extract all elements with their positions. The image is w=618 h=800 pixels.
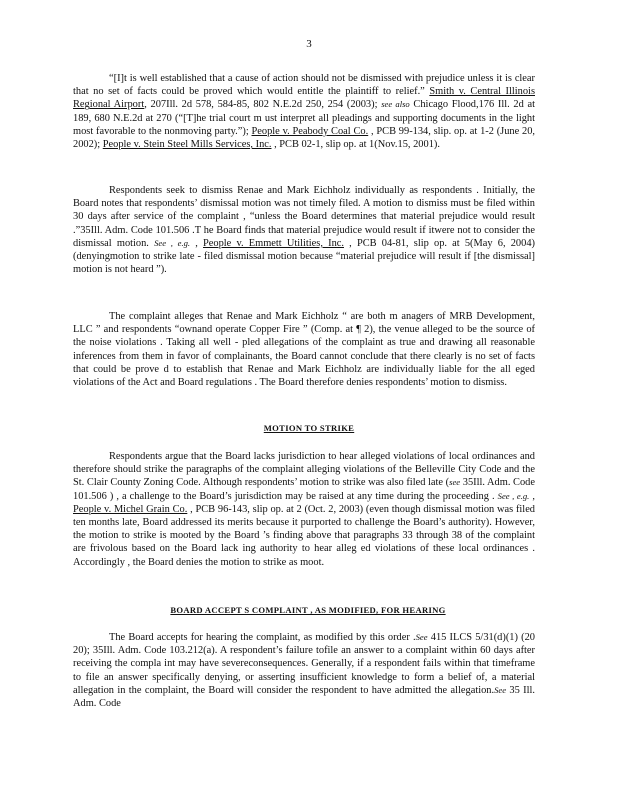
- citation-text: Chicago Flood,176 Ill. 2d at 189, 680 N.E.2d at 270 (“[T]he trial court m ust interpret all pleadings and supporting documents in the light most favorable to the nonmoving party.”);: [73, 99, 535, 137]
- section-heading-motion-to-strike: MOTION TO STRIKE: [263, 423, 355, 433]
- body-text: , PCB 96-143, slip op. at 2 (Oct. 2, 2003) (even though dismissal motion was filed ten months late, Board addressed its merits because it purported to challenge the Board’s authority). However, the motion to strike is mooted by the Board ’s finding above that paragraphs 33 through 38 of the complaint are frivolous based on the Board lack ing authority to hear alleg ed violations of these local ordinances . Accordingly , the Board denies the motion to strike as moot.: [73, 503, 535, 568]
- body-text: 415 ILCS 5/31(d)(1) (20 20); 35Ill. Adm. Code 103.212(a). A respondent’s failure tofile an answer to a complaint within 60 days after receiving the compla int may have severeconsequences. Generally, if a respondent fails within that timeframe to file an answer specifically denying, or asserting insufficient knowledge to form a belief of, a material allegation in the complaint, the Board will consider the respondent to have admitted the allegation.: [73, 632, 535, 696]
- paragraph-pleading-standard: [73, 72, 535, 151]
- body-text: ,: [190, 237, 204, 249]
- citation-text: , PCB 02-1, slip op. at 1(Nov.15, 2001).: [271, 139, 440, 151]
- citation-text: , PCB 99-134, slip. op. at 1-2 (June 20, 2002);: [73, 125, 535, 151]
- signal-see: See: [494, 684, 507, 695]
- signal-see: see: [449, 477, 461, 488]
- paragraph-untimely-motion: [73, 184, 535, 276]
- section-heading-accepts-complaint: BOARD ACCEPT S COMPLAINT , AS MODIFIED, FOR HEARING: [170, 605, 446, 615]
- body-text: Respondents argue that the Board lacks jurisdiction to hear alleged violations of local ordinances and therefore should strike the paragraphs of the complaint alleging violations of the Belleville City Code and the St. Clair County Zoning Code. Although respondents’ motion to strike was also filed late (: [73, 451, 535, 489]
- citation-text: , 207Ill. 2d 578, 584-85, 802 N.E.2d 250, 254 (2003);: [144, 99, 378, 111]
- body-text: ,: [529, 490, 535, 502]
- case-citation: People v. Emmett Utilities, Inc.: [203, 237, 344, 249]
- body-text: , PCB 04-81, slip op. at 5(May 6, 2004) (denyingmotion to strike late - filed dismissal motion because “material prejudice will result if [the dismissal] motion is not heard ”).: [73, 237, 535, 276]
- signal-see-eg: See , e.g.: [154, 237, 191, 248]
- paragraph-individual-liability: [73, 310, 535, 389]
- paragraph-motion-to-strike: [73, 450, 535, 569]
- case-citation: People v. Peabody Coal Co.: [251, 125, 369, 137]
- body-text: The Board accepts for hearing the complaint, as modified by this order .: [109, 632, 416, 643]
- signal-see: See: [415, 632, 428, 642]
- case-citation: People v. Michel Grain Co.: [73, 503, 188, 515]
- body-text: 35 Ill. Adm. Code: [73, 684, 535, 710]
- page-number: 3: [306, 38, 312, 50]
- body-text: 35Ill. Adm. Code 101.506 ) , a challenge to the Board’s jurisdiction may be raised at any time during the proceeding .: [73, 477, 535, 502]
- paragraph-accepts-for-hearing: [73, 631, 535, 710]
- signal-see-also: see also: [381, 99, 410, 110]
- body-text: Respondents seek to dismiss Renae and Mark Eichholz individually as respondents . Initially, the Board notes that respondents’ dismissal motion was not timely filed. A motion to dismiss must be filed within 30 days after service of the complaint , “unless the Board determines that material prejudice would result .”35Ill. Adm. Code 101.506 .T he Board finds that material prejudice would result if itwere not to consider the dismissal motion.: [73, 185, 535, 249]
- quote-text: “[I]t is well established that a cause of action should not be dismissed with prejudice unless it is clear that no set of facts could be proved which would entitle the plaintiff to relief.”: [73, 73, 535, 98]
- case-citation: Smith v. Central Illinois Regional Airport: [73, 86, 535, 111]
- signal-see-eg: See , e.g.: [497, 490, 530, 501]
- body-text: The complaint alleges that Renae and Mark Eichholz “ are both m anagers of MRB Development, LLC ” and respondents “ownand operate Copper Fire ” (Comp. at ¶ 2), the venue alleged to be the source of the noise violations . Taking all well - pled allegations of the complaint as true and drawing all reasonable inferences from them in favor of complainants, the Board cannot conclude that there clearly is no set of facts that could be prove d to establish that Renae and Mark Eichholz are individually liable for the all eged violations of the Act and Board regulations . The Board therefore denies respondents’ motion to dismiss.: [73, 311, 535, 389]
- case-citation: People v. Stein Steel Mills Services, Inc.: [102, 139, 272, 151]
